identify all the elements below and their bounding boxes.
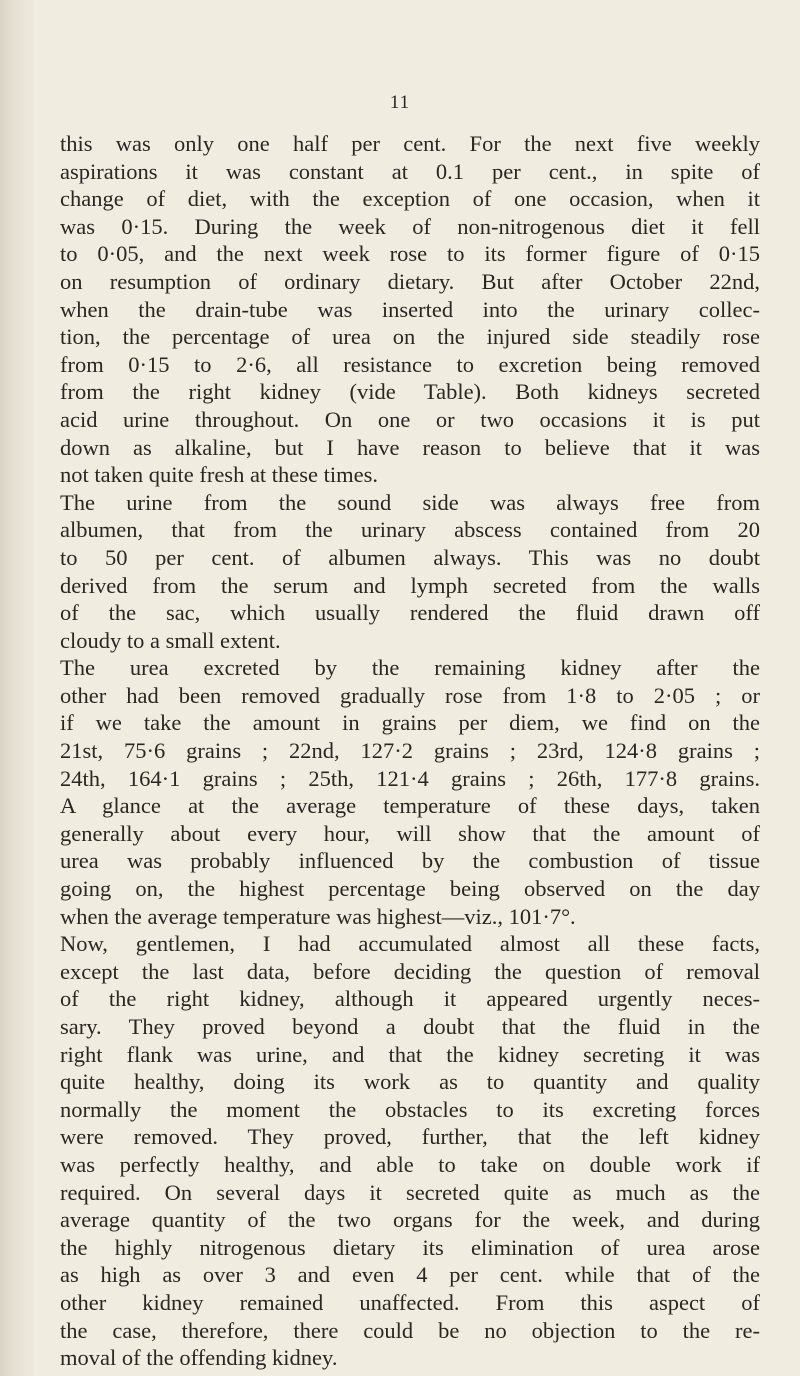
text-line: moval of the offending kidney. bbox=[60, 1345, 338, 1371]
text-line: were removed. They proved, further, that the left kidney bbox=[60, 1124, 760, 1150]
text-line: sary. They proved beyond a doubt that the fluid in the bbox=[60, 1014, 760, 1039]
page-edge-shadow bbox=[0, 0, 34, 1376]
text-line: The urea excreted by the remaining kidney after the bbox=[60, 655, 760, 681]
text-line: from the right kidney (vide Table). Both kidneys secreted bbox=[60, 379, 760, 405]
text-line: to 0·05, and the next week rose to its former figure of 0·15 bbox=[60, 241, 760, 267]
text-line: Now, gentlemen, I had accumulated almost all these facts, bbox=[60, 931, 760, 957]
text-line: 21st, 75·6 grains ; 22nd, 127·2 grains ; 23rd, 124·8 grains ; bbox=[60, 738, 760, 764]
text-line: down as alkaline, but I have reason to believe that it was bbox=[60, 434, 760, 460]
text-line: average quantity of the two organs for the week, and during bbox=[60, 1207, 760, 1233]
text-line: urea was probably influenced by the combustion of tissue bbox=[60, 848, 760, 874]
text-line: aspirations it was constant at 0.1 per cent., in spite of bbox=[60, 158, 760, 184]
body-text bbox=[60, 130, 760, 1372]
text-line: quite healthy, doing its work as to quantity and quality bbox=[60, 1069, 760, 1095]
text-line: other had been removed gradually rose from 1·8 to 2·05 ; or bbox=[60, 682, 760, 708]
text-line: to 50 per cent. of albumen always. This was no doubt bbox=[60, 544, 760, 570]
text-line: if we take the amount in grains per diem, we find on the bbox=[60, 710, 760, 736]
page-number: 11 bbox=[389, 92, 411, 113]
text-line: required. On several days it secreted quite as much as the bbox=[60, 1179, 760, 1205]
text-line: right flank was urine, and that the kidney secreting it was bbox=[60, 1041, 760, 1067]
text-line: except the last data, before deciding the question of removal bbox=[60, 958, 760, 984]
text-line: going on, the highest percentage being observed on the day bbox=[60, 876, 760, 902]
text-line: 24th, 164·1 grains ; 25th, 121·4 grains ; 26th, 177·8 grains. bbox=[60, 765, 760, 791]
text-line: other kidney remained unaffected. From this aspect of bbox=[60, 1289, 760, 1315]
text-line: derived from the serum and lymph secreted from the walls bbox=[60, 572, 760, 598]
text-line: was 0·15. During the week of non-nitrogenous diet it fell bbox=[60, 213, 760, 239]
text-line: as high as over 3 and even 4 per cent. while that of the bbox=[60, 1262, 760, 1288]
text-line: of the sac, which usually rendered the fluid drawn off bbox=[60, 600, 760, 626]
text-line: A glance at the average temperature of these days, taken bbox=[60, 793, 760, 819]
text-line: the case, therefore, there could be no objection to the re- bbox=[60, 1317, 760, 1343]
text-line: when the average temperature was highest—viz., 101·7°. bbox=[60, 903, 576, 929]
text-line: normally the moment the obstacles to its excreting forces bbox=[60, 1096, 760, 1122]
text-line: not taken quite fresh at these times. bbox=[60, 462, 379, 488]
text-line: was perfectly healthy, and able to take on double work if bbox=[60, 1151, 760, 1177]
text-line: of the right kidney, although it appeared urgently neces- bbox=[60, 986, 760, 1012]
text-line: generally about every hour, will show that the amount of bbox=[60, 820, 760, 846]
text-line: from 0·15 to 2·6, all resistance to excretion being removed bbox=[60, 351, 760, 377]
text-line: the highly nitrogenous dietary its elimination of urea arose bbox=[60, 1234, 760, 1260]
text-line: acid urine throughout. On one or two occasions it is put bbox=[60, 406, 760, 432]
text-line: this was only one half per cent. For the next five weekly bbox=[60, 131, 760, 156]
text-line: tion, the percentage of urea on the injured side steadily rose bbox=[60, 324, 760, 350]
text-line: albumen, that from the urinary abscess contained from 20 bbox=[60, 517, 760, 543]
text-line: change of diet, with the exception of one occasion, when it bbox=[60, 186, 760, 212]
text-line: The urine from the sound side was always free from bbox=[60, 489, 760, 515]
text-line: when the drain-tube was inserted into the urinary collec- bbox=[60, 296, 760, 322]
text-line: cloudy to a small extent. bbox=[60, 627, 281, 653]
text-line: on resumption of ordinary dietary. But after October 22nd, bbox=[60, 268, 760, 294]
